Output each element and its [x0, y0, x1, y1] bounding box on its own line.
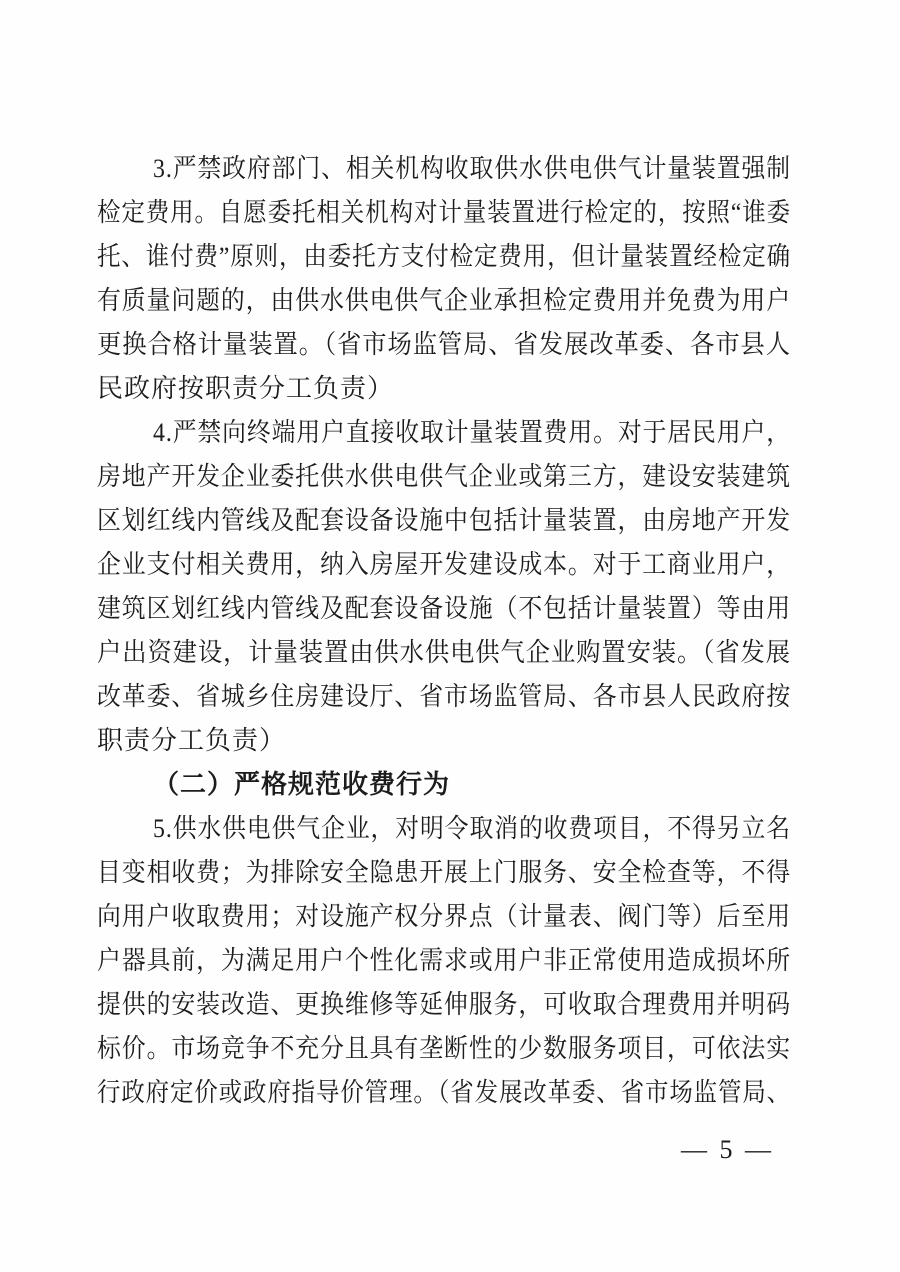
body-text-line [97, 1027, 791, 1071]
line-text: 更换合格计量装置。（省市场监管局、省发展改革委、各市县人 [97, 330, 791, 359]
page-number: — 5 — [681, 1135, 774, 1164]
body-text-line [97, 983, 791, 1027]
body-text-line [97, 323, 791, 367]
line-text: 区划红线内管线及配套设备设施中包括计量装置，由房地产开发 [97, 506, 791, 535]
body-text-line [97, 279, 791, 323]
body-text-line [97, 499, 791, 543]
body-text-line [97, 191, 791, 235]
line-text: 目变相收费；为排除安全隐患开展上门服务、安全检查等，不得 [97, 858, 791, 887]
line-text: 企业支付相关费用，纳入房屋开发建设成本。对于工商业用户， [97, 550, 791, 579]
line-text: 标价。市场竞争不充分且具有垄断性的少数服务项目，可依法实 [97, 1034, 791, 1063]
line-text: 建筑区划红线内管线及配套设备设施（不包括计量装置）等由用 [97, 594, 791, 623]
line-text: 提供的安装改造、更换维修等延伸服务，可收取合理费用并明码 [97, 990, 791, 1019]
body-text-line [97, 1071, 791, 1115]
line-text: 户器具前，为满足用户个性化需求或用户非正常使用造成损坏所 [97, 946, 791, 975]
section-heading-line [97, 763, 791, 807]
body-text-line [97, 939, 791, 983]
body-text-line [97, 807, 791, 851]
line-text: 4.严禁向终端用户直接收取计量装置费用。对于居民用户， [153, 418, 791, 447]
line-text: 职责分工负责） [97, 726, 287, 755]
body-text-line [97, 147, 791, 191]
line-text: 3.严禁政府部门、相关机构收取供水供电供气计量装置强制 [153, 154, 791, 183]
line-text: 检定费用。自愿委托相关机构对计量装置进行检定的，按照“谁委 [97, 198, 791, 227]
line-text: 托、谁付费”原则，由委托方支付检定费用，但计量装置经检定确 [97, 242, 791, 271]
line-text: 5.供水供电供气企业，对明令取消的收费项目，不得另立名 [153, 814, 791, 843]
line-text: 民政府按职责分工负责） [97, 374, 395, 403]
line-text: 改革委、省城乡住房建设厅、省市场监管局、各市县人民政府按 [97, 682, 791, 711]
body-text-line [97, 543, 791, 587]
body-text-line [97, 587, 791, 631]
line-text: 有质量问题的，由供水供电供气企业承担检定费用并免费为用户 [97, 286, 791, 315]
body-text-line [97, 235, 791, 279]
body-text-line [97, 367, 791, 411]
line-text: 行政府定价或政府指导价管理。（省发展改革委、省市场监管局、 [97, 1078, 791, 1107]
body-text-line [97, 675, 791, 719]
line-text: 向用户收取费用；对设施产权分界点（计量表、阀门等）后至用 [97, 902, 791, 931]
line-text: （二）严格规范收费行为 [153, 770, 451, 799]
line-text: 户出资建设，计量装置由供水供电供气企业购置安装。（省发展 [97, 638, 791, 667]
body-text-line [97, 895, 791, 939]
body-text-line [97, 851, 791, 895]
body-text-line [97, 631, 791, 675]
line-text: 房地产开发企业委托供水供电供气企业或第三方，建设安装建筑 [97, 462, 791, 491]
document-body [97, 147, 791, 1115]
body-text-line [97, 719, 791, 763]
body-text-line [97, 411, 791, 455]
body-text-line [97, 455, 791, 499]
